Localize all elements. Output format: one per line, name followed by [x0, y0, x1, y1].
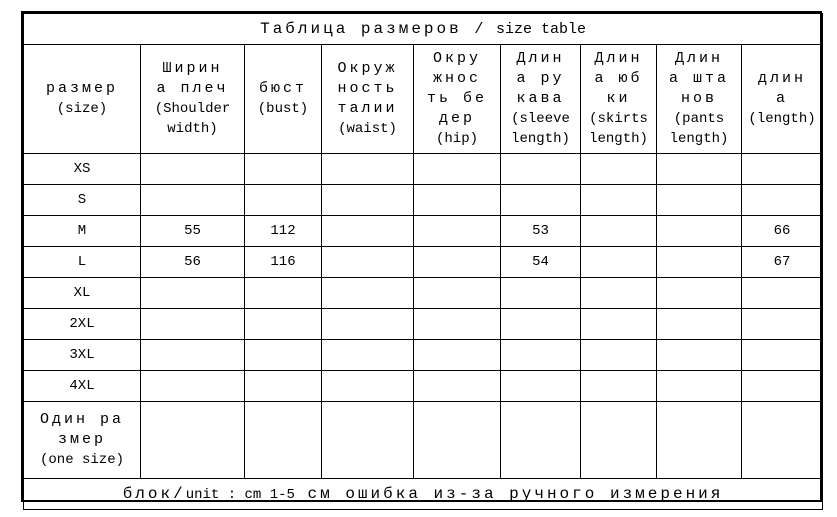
header-label-ru: кава: [516, 90, 565, 107]
measurement-cell: [141, 278, 245, 309]
header-label-en: (skirts: [589, 111, 648, 127]
header-label-ru: длин: [758, 70, 807, 87]
table-row: [24, 247, 823, 278]
header-label-en: (waist): [338, 121, 397, 137]
table-row: [24, 278, 823, 309]
measurement-cell: [581, 247, 657, 278]
measurement-cell: [245, 185, 322, 216]
header-label-en: length): [589, 131, 648, 147]
measurement-cell: [657, 154, 742, 185]
measurement-cell: [501, 278, 581, 309]
one-size-label-ru: змер: [57, 431, 106, 448]
measurement-cell: [501, 154, 581, 185]
measurement-cell: [141, 309, 245, 340]
header-label-en: (hip): [435, 131, 478, 147]
table-body: [24, 14, 823, 510]
measurement-cell: [322, 278, 414, 309]
column-header: [657, 45, 742, 154]
measurement-cell: [322, 247, 414, 278]
column-header: [245, 45, 322, 154]
measurement-cell: [581, 185, 657, 216]
header-label-ru: нов: [680, 90, 717, 107]
measurement-cell: [657, 278, 742, 309]
measurement-cell: [501, 309, 581, 340]
header-label-ru: а плеч: [156, 80, 229, 97]
size-cell: 4XL: [24, 371, 141, 402]
measurement-cell: [657, 309, 742, 340]
header-label-ru: размер: [45, 80, 118, 97]
one-size-label-ru: Один ра: [39, 411, 124, 428]
header-label-ru: а ру: [516, 70, 565, 87]
title-en: size table: [495, 20, 586, 38]
table-row: [24, 371, 823, 402]
measurement-cell: [141, 185, 245, 216]
header-label-en: length): [669, 131, 729, 147]
size-cell: S: [24, 185, 141, 216]
measurement-cell: [322, 309, 414, 340]
measurement-cell: [414, 278, 501, 309]
footer-note: [24, 479, 823, 510]
header-label-en: (length): [748, 111, 816, 127]
header-label-ru: а: [776, 90, 789, 107]
measurement-cell: 116: [245, 247, 322, 278]
measurement-cell: [657, 340, 742, 371]
one-size-row: [24, 402, 823, 479]
size-table: [21, 11, 822, 502]
measurement-cell: [501, 371, 581, 402]
measurement-cell: [742, 154, 823, 185]
measurement-cell: [581, 340, 657, 371]
header-label-ru: талии: [337, 100, 398, 117]
measurement-cell: [657, 402, 742, 479]
header-label-ru: Окруж: [337, 60, 398, 77]
measurement-cell: 53: [501, 216, 581, 247]
measurement-cell: [414, 309, 501, 340]
title-ru: Таблица размеров: [260, 19, 462, 38]
measurement-cell: [245, 154, 322, 185]
measurement-cell: 66: [742, 216, 823, 247]
header-label-en: width): [167, 121, 218, 137]
measurement-cell: [501, 185, 581, 216]
column-header: [742, 45, 823, 154]
measurement-cell: [414, 185, 501, 216]
size-cell: XL: [24, 278, 141, 309]
measurement-cell: [414, 371, 501, 402]
measurement-cell: [657, 247, 742, 278]
size-cell: L: [24, 247, 141, 278]
table-row: [24, 185, 823, 216]
measurement-cell: [245, 278, 322, 309]
column-header: [24, 45, 141, 154]
table-row: [24, 309, 823, 340]
measurement-cell: [414, 340, 501, 371]
measurement-cell: [581, 371, 657, 402]
measurement-cell: [501, 402, 581, 479]
header-label-en: length): [511, 131, 570, 147]
measurement-cell: [581, 154, 657, 185]
column-header: [141, 45, 245, 154]
size-cell: M: [24, 216, 141, 247]
one-size-label-en: (one size): [39, 452, 124, 468]
size-cell: XS: [24, 154, 141, 185]
measurement-cell: 112: [245, 216, 322, 247]
header-label-en: (sleeve: [511, 111, 570, 127]
header-label-ru: Длин: [516, 50, 565, 67]
measurement-cell: [245, 371, 322, 402]
measurement-cell: [742, 185, 823, 216]
header-label-ru: бюст: [258, 80, 307, 97]
size-cell: 3XL: [24, 340, 141, 371]
measurement-cell: [245, 402, 322, 479]
measurement-cell: [322, 216, 414, 247]
header-label-ru: ть бе: [426, 90, 487, 107]
table-row: [24, 340, 823, 371]
footer-unit-ru: блок/: [122, 484, 186, 503]
size-grid: [23, 13, 823, 510]
measurement-cell: [245, 340, 322, 371]
footer-row: [24, 479, 823, 510]
measurement-cell: [742, 340, 823, 371]
measurement-cell: [742, 371, 823, 402]
table-row: [24, 216, 823, 247]
header-label-ru: Длин: [674, 50, 723, 67]
measurement-cell: [581, 216, 657, 247]
column-header: [322, 45, 414, 154]
measurement-cell: 55: [141, 216, 245, 247]
header-label-ru: а юб: [594, 70, 643, 87]
measurement-cell: 56: [141, 247, 245, 278]
measurement-cell: [414, 154, 501, 185]
table-title: [24, 14, 823, 45]
header-label-en: (Shoulder: [154, 101, 231, 117]
measurement-cell: [414, 216, 501, 247]
measurement-cell: [322, 402, 414, 479]
header-label-ru: Окру: [432, 50, 481, 67]
measurement-cell: [742, 309, 823, 340]
measurement-cell: [141, 402, 245, 479]
measurement-cell: [501, 340, 581, 371]
measurement-cell: [657, 185, 742, 216]
measurement-cell: [141, 154, 245, 185]
measurement-cell: [657, 371, 742, 402]
column-header: [501, 45, 581, 154]
measurement-cell: [414, 402, 501, 479]
header-label-ru: ность: [337, 80, 398, 97]
header-label-en: (bust): [257, 101, 309, 117]
measurement-cell: [322, 185, 414, 216]
measurement-cell: [581, 309, 657, 340]
column-header: [581, 45, 657, 154]
header-label-ru: ки: [606, 90, 631, 107]
measurement-cell: [322, 154, 414, 185]
measurement-cell: [581, 402, 657, 479]
measurement-cell: [322, 371, 414, 402]
header-label-ru: Ширин: [162, 60, 223, 77]
measurement-cell: 67: [742, 247, 823, 278]
measurement-cell: [657, 216, 742, 247]
header-label-ru: а шта: [668, 70, 729, 87]
footer-error-note: см ошибка из-за ручного измерения: [294, 484, 724, 503]
size-cell: 2XL: [24, 309, 141, 340]
measurement-cell: [581, 278, 657, 309]
measurement-cell: [742, 278, 823, 309]
header-row: [24, 45, 823, 154]
column-header: [414, 45, 501, 154]
header-label-ru: дер: [438, 110, 475, 127]
header-label-en: (size): [56, 101, 108, 117]
footer-unit-en: unit : cm 1-5: [185, 486, 295, 503]
header-label-ru: жнос: [432, 70, 481, 87]
measurement-cell: [141, 371, 245, 402]
table-row: [24, 154, 823, 185]
header-label-ru: Длин: [594, 50, 643, 67]
measurement-cell: [742, 402, 823, 479]
measurement-cell: [322, 340, 414, 371]
title-separator: /: [474, 20, 484, 38]
measurement-cell: 54: [501, 247, 581, 278]
header-label-en: (pants: [673, 111, 725, 127]
measurement-cell: [245, 309, 322, 340]
measurement-cell: [414, 247, 501, 278]
one-size-label: [24, 402, 141, 479]
measurement-cell: [141, 340, 245, 371]
